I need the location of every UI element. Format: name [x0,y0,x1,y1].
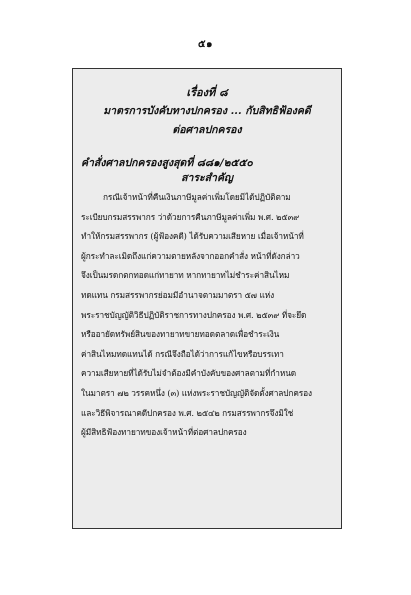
summary-heading: สาระสำคัญ [181,172,233,184]
summary-line: พระราชบัญญัติวิธีปฏิบัติราชการทางปกครอง พ.ศ. ๒๕๓๙ ที่จะยึด [81,309,307,320]
page-number: ๕๑ [198,39,213,50]
summary-body [81,188,333,443]
summary-line: ระเบียบกรมสรรพากร ว่าด้วยการคืนภาษีมูลค่าเพิ่ม พ.ศ. ๒๕๓๙ [81,211,300,222]
summary-line: หรืออายัดทรัพย์สินของทายาทขายทอดตลาดเพื่อชำระเงิน [81,329,280,340]
case-title-line: มาตรการบังคับทางปกครอง ... กับสิทธิฟ้องคดี [103,105,311,117]
summary-line: และวิธีพิจารณาคดีปกครอง พ.ศ. ๒๕๔๒ กรมสรรพากรจึงมิใช่ [81,407,294,418]
summary-line: ความเสียหายที่ได้รับไม่จำต้องมีคำบังคับของศาลตามที่กำหนด [81,368,297,379]
court-order-reference: คำสั่งศาลปกครองสูงสุดที่ ๘๘๑/๒๕๕๐ [81,157,253,169]
summary-line: กรณีเจ้าหน้าที่คืนเงินภาษีมูลค่าเพิ่มโดยมิได้ปฏิบัติตาม [103,192,291,202]
case-title-number: เรื่องที่ ๘ [186,86,228,99]
summary-line: ผู้กระทำละเมิดถึงแก่ความตายหลังจากออกคำสั่ง หน้าที่ดังกล่าว [81,250,300,261]
summary-line: ในมาตรา ๗๒ วรรคหนึ่ง (๓) แห่งพระราชบัญญัติจัดตั้งศาลปกครอง [81,387,312,398]
summary-line: ผู้มีสิทธิฟ้องทายาทของเจ้าหน้าที่ต่อศาลปกครอง [81,427,247,438]
summary-line: จึงเป็นมรดกตกทอดแก่ทายาท หากทายาทไม่ชำระค่าสินไหม [81,270,290,281]
summary-line: ค่าสินไหมทดแทนได้ กรณีจึงถือได้ว่าการแก้ไขหรือบรรเทา [81,348,284,359]
case-summary-box [72,68,342,529]
case-title-line: ต่อศาลปกครอง [172,124,242,136]
summary-line: ทำให้กรมสรรพากร (ผู้ฟ้องคดี) ได้รับความเสียหาย เมื่อเจ้าหน้าที่ [81,231,304,242]
summary-line: ทดแทน กรมสรรพากรย่อมมีอำนาจตามมาตรา ๕๗ แห่ง [81,289,275,300]
